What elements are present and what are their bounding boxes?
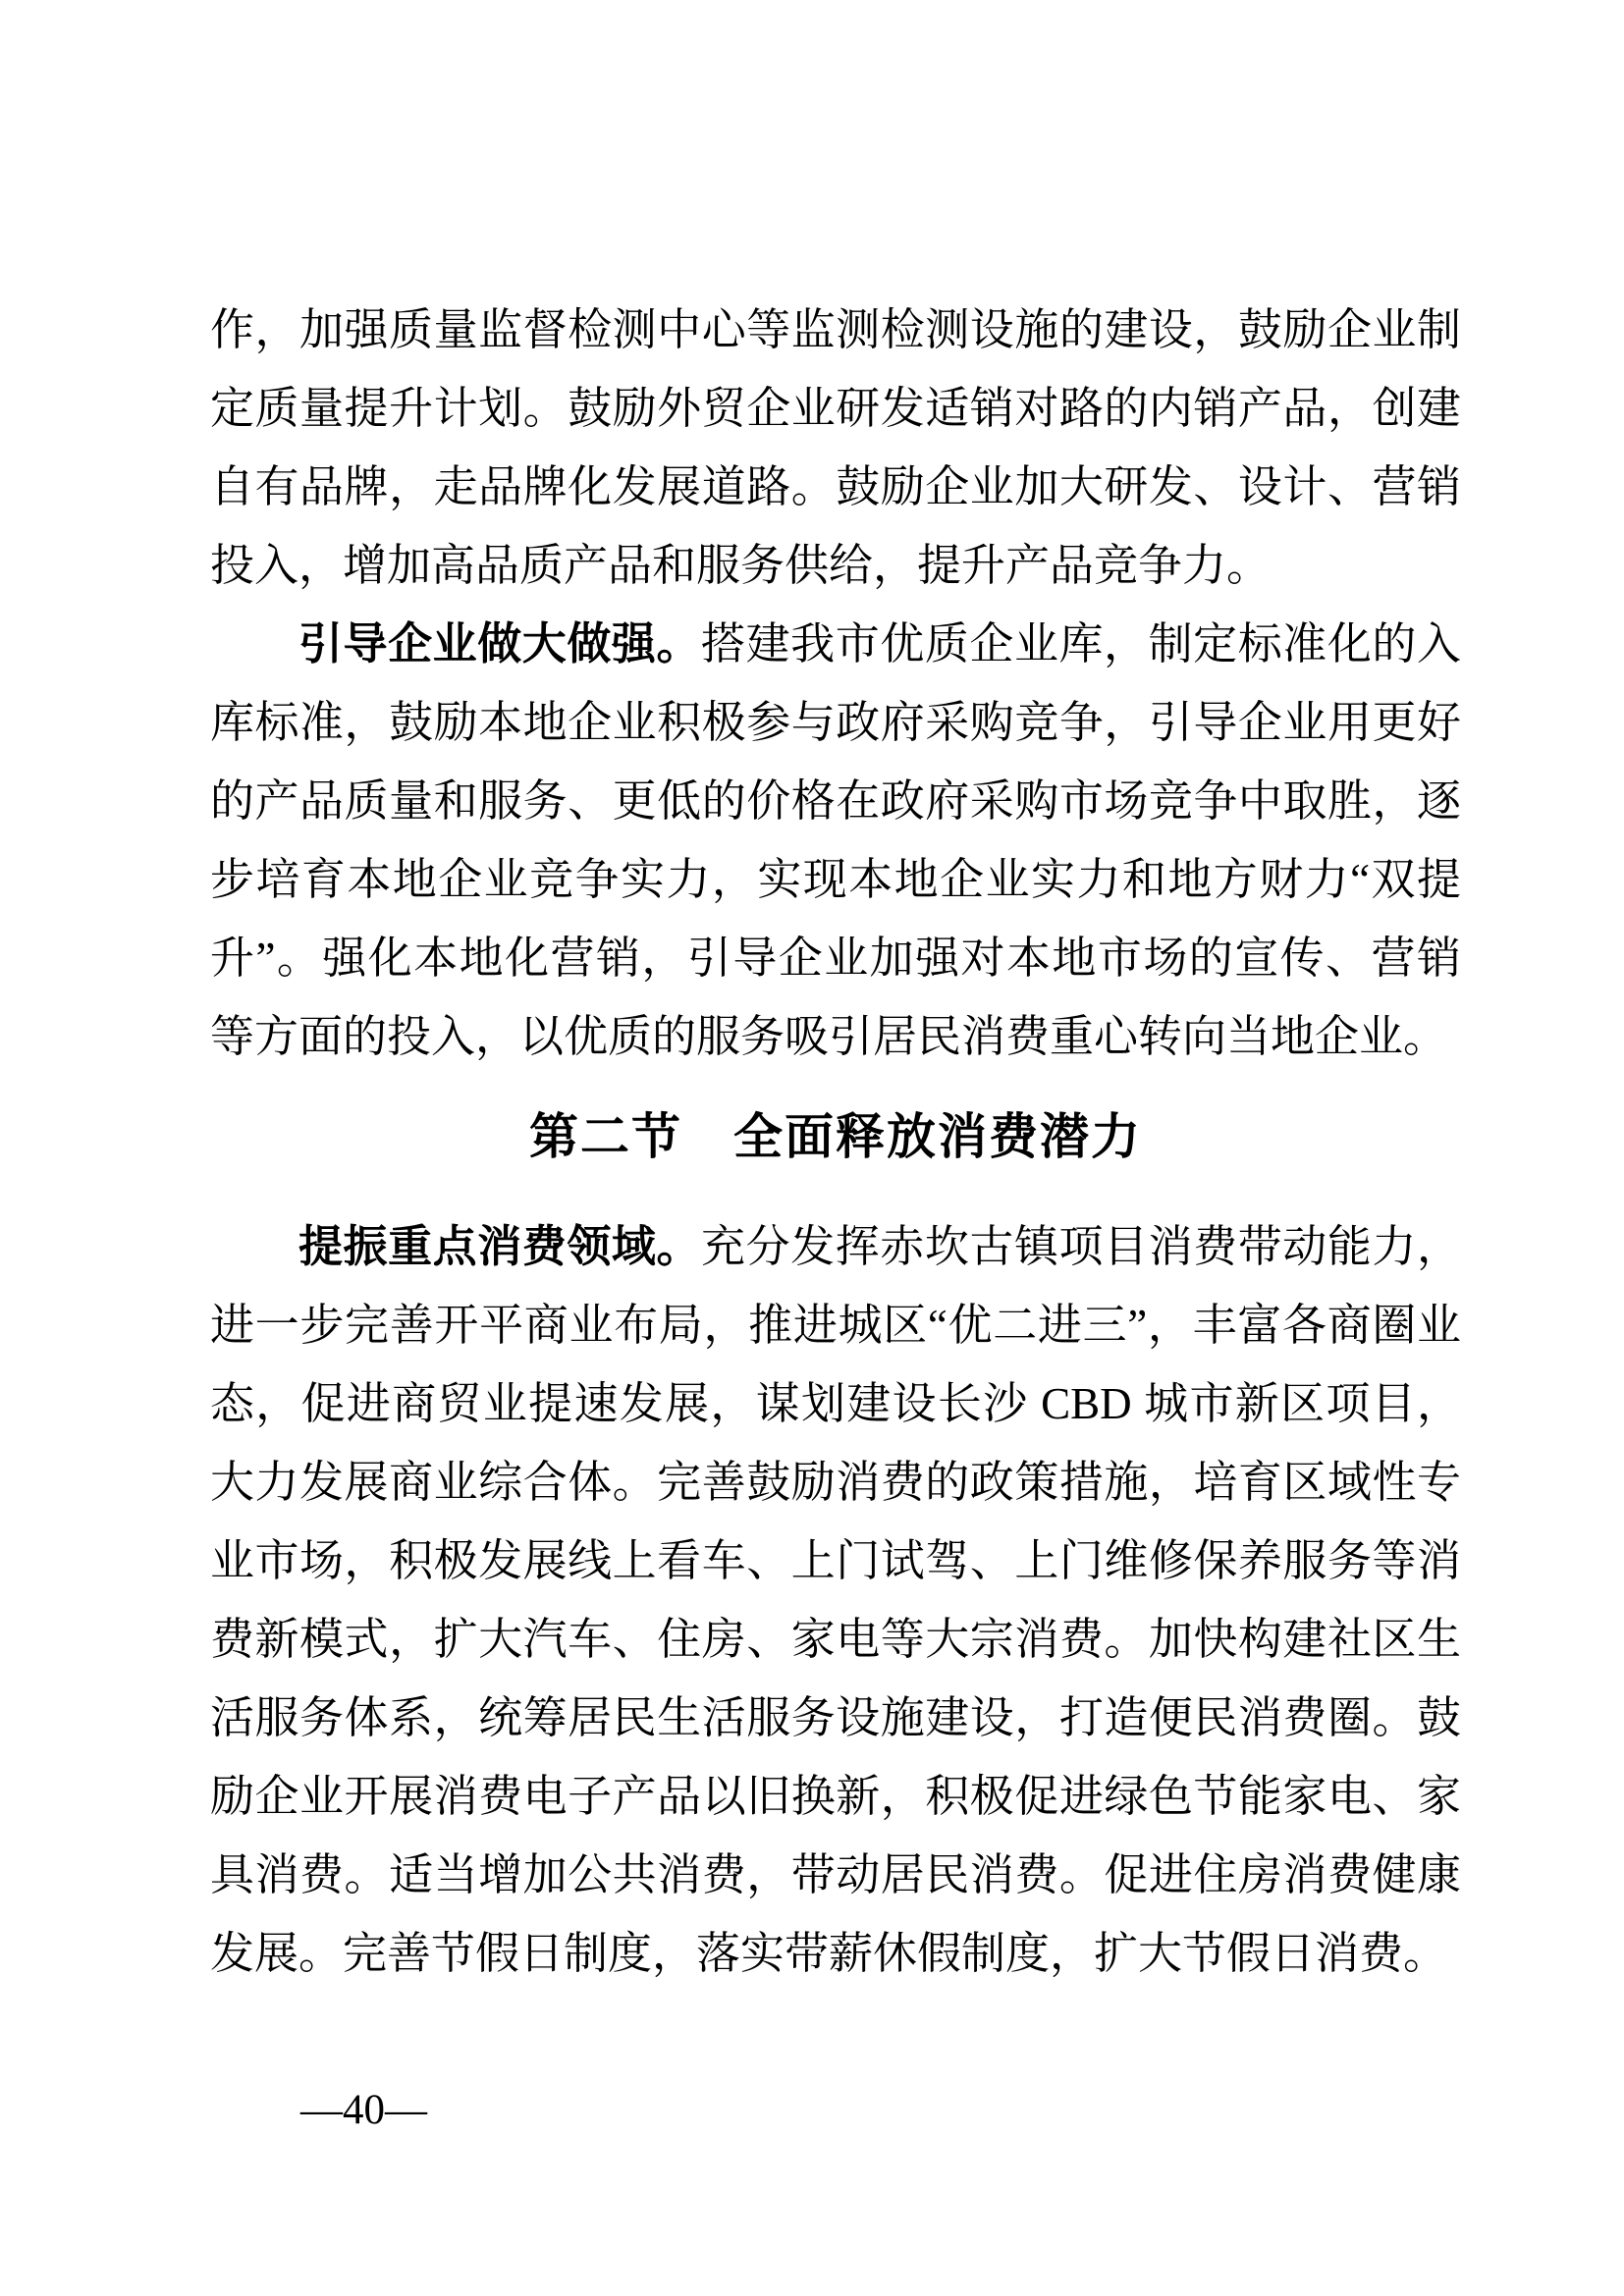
section-heading: 第二节 全面释放消费潜力 <box>529 1109 1142 1164</box>
paragraph-text: 搭建我市优质企业库，制定标准化的入库标准，鼓励本地企业积极参与政府采购竞争，引导企业用更好的产品质量和服务、更低的价格在政府采购市场竞争中取胜，逐步培育本地企业竞争实力，实现本地企业实力和地方财力“双提升”。强化本地化营销，引导企业加强对本地市场的宣传、营销等方面的投入，以优质的服务吸引居民消费重心转向当地企业。 <box>210 619 1461 1061</box>
paragraph-text: 作，加强质量监督检测中心等监测检测设施的建设，鼓励企业制定质量提升计划。鼓励外贸企业研发适销对路的内销产品，创建自有品牌，走品牌化发展道路。鼓励企业加大研发、设计、营销投入，增加高品质产品和服务供给，提升产品竞争力。 <box>210 305 1461 590</box>
body-paragraph <box>210 605 1461 1076</box>
body-paragraph <box>210 1207 1461 1993</box>
page-number: —40— <box>300 2087 427 2133</box>
paragraph-lead: 引导企业做大做强。 <box>298 619 702 668</box>
body-paragraph-continuation <box>210 291 1461 605</box>
page-content <box>210 291 1461 1993</box>
paragraph-lead: 提振重点消费领域。 <box>298 1222 702 1271</box>
paragraph-text: 充分发挥赤坎古镇项目消费带动能力，进一步完善开平商业布局，推进城区“优二进三”，丰富各商圈业态，促进商贸业提速发展，谋划建设长沙 CBD 城市新区项目，大力发展商业综合体。完善鼓励消费的政策措施，培育区域性专业市场，积极发展线上看车、上门试驾、上门维修保养服务等消费新模式，扩大汽车、住房、家电等大宗消费。加快构建社区生活服务体系，统筹居民生活服务设施建设，打造便民消费圈。鼓励企业开展消费电子产品以旧换新，积极促进绿色节能家电、家具消费。适当增加公共消费，带动居民消费。促进住房消费健康发展。完善节假日制度，落实带薪休假制度，扩大节假日消费。 <box>210 1222 1461 1978</box>
